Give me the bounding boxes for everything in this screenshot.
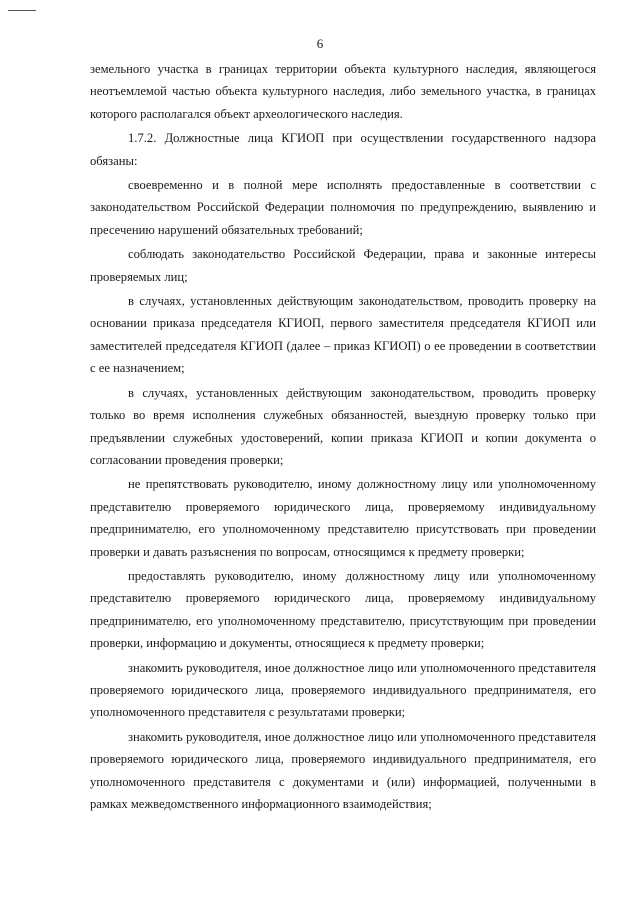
document-body bbox=[90, 58, 596, 815]
page-number: 6 bbox=[316, 36, 324, 51]
scan-corner-mark bbox=[8, 10, 36, 11]
paragraph-1-7-2: 1.7.2. Должностные лица КГИОП при осуществлении государственного надзора обязаны: bbox=[90, 131, 596, 168]
paragraph-duty-provide-info: предоставлять руководителю, иному должностному лицу или уполномоченному представителю проверяемого юридического лица, проверяемому индивидуальному предпринимателю, его уполномоченному представителю, присутствующим при проведении проверки, информацию и документы, относящиеся к предмету проверки; bbox=[90, 568, 596, 651]
paragraph-duty-service-time: в случаях, установленных действующим законодательством, проводить проверку только во время исполнения служебных обязанностей, выездную проверку только при предъявлении служебных удостоверений, копии приказа КГИОП и копии документа о согласовании проведения проверки; bbox=[90, 385, 596, 467]
paragraph-duty-no-obstruct: не препятствовать руководителю, иному должностному лицу или уполномоченному представителю проверяемого юридического лица, проверяемому индивидуальному предпринимателю, его уполномоченному представителю присутствовать при проведении проверки и давать разъяснения по вопросам, относящимся к предмету проверки; bbox=[90, 477, 596, 559]
paragraph-duty-powers: своевременно и в полной мере исполнять предоставленные в соответствии с законодательством Российской Федерации полномочия по предупреждению, выявлению и пресечению нарушений обязательных требований; bbox=[90, 178, 596, 237]
paragraph-duty-results: знакомить руководителя, иное должностное лицо или уполномоченного представителя проверяемого юридического лица, проверяемого индивидуального предпринимателя, его уполномоченного представителя с результатами проверки; bbox=[90, 660, 596, 720]
paragraph-duty-interagency: знакомить руководителя, иное должностное лицо или уполномоченного представителя проверяемого юридического лица, проверяемого индивидуального предпринимателя, его уполномоченного представителя с документами и (или) информацией, полученными в рамках межведомственного информационного взаимодействия; bbox=[90, 729, 596, 811]
paragraph-duty-order-basis: в случаях, установленных действующим законодательством, проводить проверку на основании приказа председателя КГИОП, первого заместителя председателя КГИОП или заместителей председателя КГИОП (далее – приказ КГИОП) о ее проведении в соответствии с ее назначением; bbox=[90, 294, 596, 376]
paragraph-duty-comply-law: соблюдать законодательство Российской Федерации, права и законные интересы проверяемых лиц; bbox=[90, 247, 596, 284]
paragraph-continuation: земельного участка в границах территории объекта культурного наследия, являющегося неотъемлемой частью объекта культурного наследия, либо земельного участка, в границах которого располагался объект археологического наследия. bbox=[90, 62, 596, 121]
